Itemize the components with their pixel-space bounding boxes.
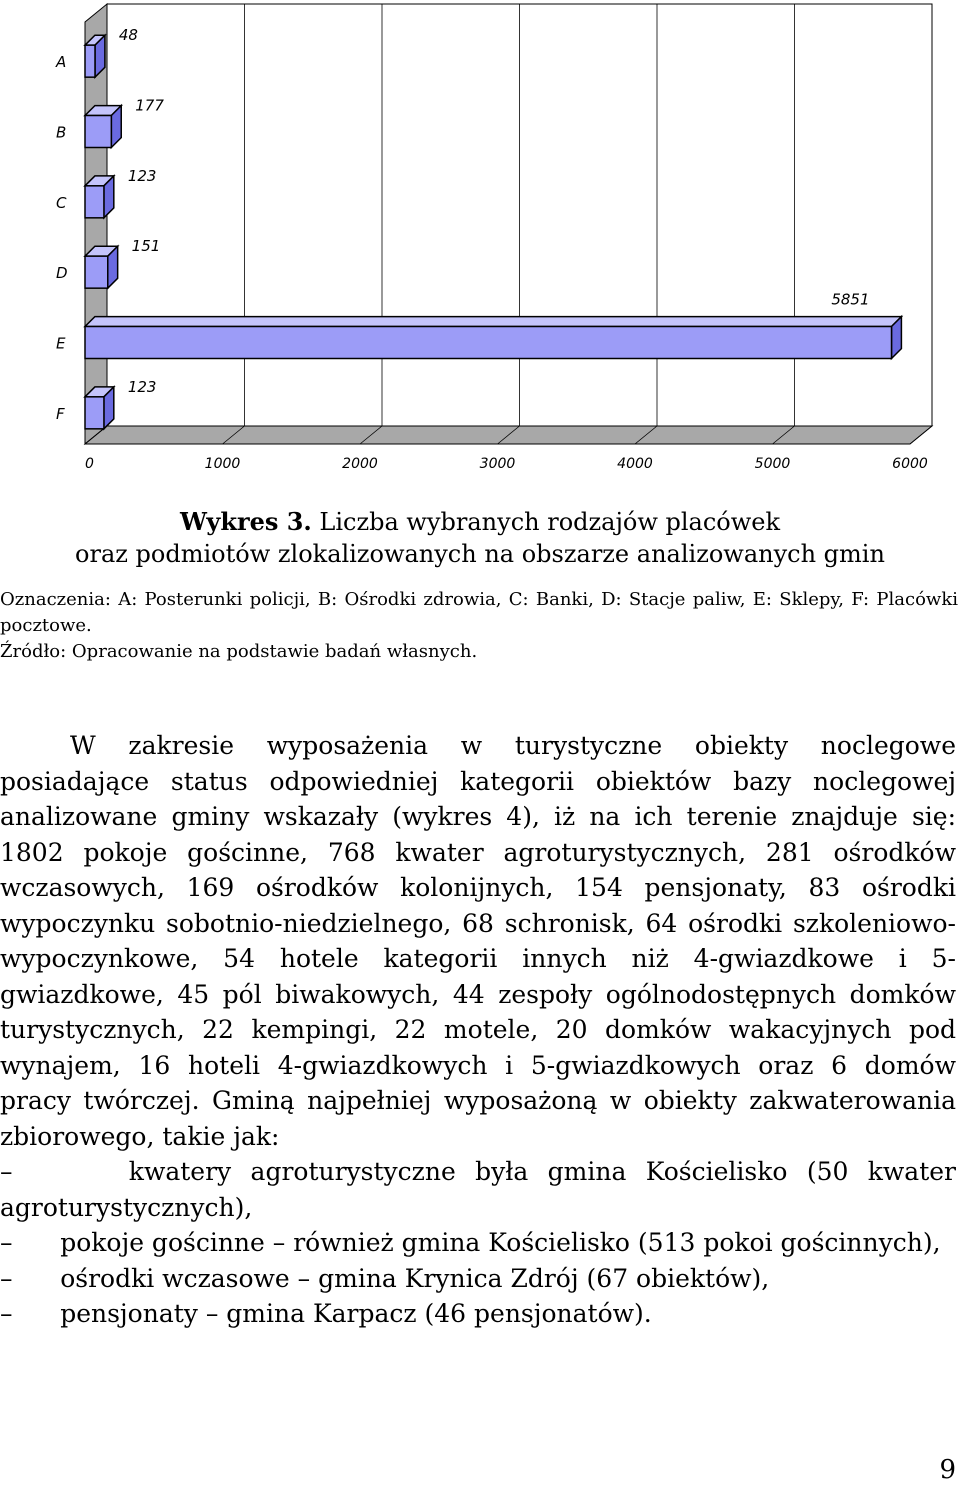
figure-caption-line-2	[0, 538, 960, 570]
bar-chart	[0, 0, 960, 480]
bar-front	[85, 256, 108, 288]
category-label: F	[56, 404, 65, 423]
bar-front	[85, 116, 111, 148]
figure-caption-title-2: oraz podmiotów zlokalizowanych na obszarze analizowanych gmin	[75, 540, 885, 568]
bar	[85, 176, 114, 218]
tick-label: 5000	[754, 456, 791, 472]
bar-top	[85, 317, 901, 327]
source-note: Źródło: Opracowanie na podstawie badań własnych.	[0, 641, 478, 662]
bar	[85, 387, 114, 429]
bullet-text-1: kwatery agroturystyczne była gmina Kościelisko (50 kwater agroturystycznych),	[0, 1157, 957, 1222]
bar	[85, 317, 901, 359]
bullet-dash: –	[0, 1157, 13, 1186]
bullet-item	[0, 1261, 956, 1297]
bar	[85, 35, 105, 77]
value-label: 151	[131, 237, 161, 256]
bullet-dash: –	[0, 1299, 13, 1328]
bar-front	[85, 186, 104, 218]
bullet-dash: –	[0, 1263, 13, 1293]
chart-background	[85, 4, 932, 444]
tick-label: 4000	[617, 456, 653, 472]
figure-notes	[0, 587, 958, 665]
bullet-text-2: pokoje gościnne – również gmina Kościelisko (513 pokoi gościnnych),	[60, 1228, 941, 1257]
main-paragraph: W zakresie wyposażenia w turystyczne obiekty noclegowe posiadające status odpowiedniej kategorii obiektów bazy noclegowej analizowane gminy wskazały (wykres 4), iż na ich terenie znajduje się: 1802 pokoje gościnne, 768 kwater agroturystycznych, 281 ośrodków wczasowych, 169 ośrodków kolonijnych, 154 pensjonaty, 83 ośrodki wypoczynku sobotnio-niedzielnego, 68 schronisk, 64 ośrodki szkoleniowo-wypoczynkowe, 54 hotele kategorii innych niż 4-gwiazdkowe i 5-gwiazdkowe, 45 pól biwakowych, 44 zespoły ogólnodostępnych domków turystycznych, 22 kempingi, 22 motele, 20 domków wakacyjnych pod wynajem, 16 hoteli 4-gwiazdkowych i 5-gwiazdkowych oraz 6 domów pracy twórczej. Gminą najpełniej wyposażoną w obiekty zakwaterowania zbiorowego, takie jak:	[0, 731, 956, 1151]
bullet-item	[0, 1225, 956, 1261]
value-label: 177	[135, 96, 164, 115]
bullet-text-3: ośrodki wczasowe – gmina Krynica Zdrój (67 obiektów),	[60, 1263, 770, 1293]
bar-front	[85, 397, 104, 429]
bar-front	[85, 45, 95, 77]
category-label: E	[56, 334, 66, 353]
legend-notes: Oznaczenia: A: Posterunki policji, B: Ośrodki zdrowia, C: Banki, D: Stacje paliw, E: Sklepy, F: Placówki pocztowe.	[0, 589, 958, 636]
value-label: 48	[118, 26, 138, 45]
value-label: 123	[127, 377, 157, 396]
bar	[85, 106, 121, 148]
tick-label: 0	[85, 456, 94, 472]
bullet-text-4: pensjonaty – gmina Karpacz (46 pensjonatów).	[60, 1299, 652, 1328]
tick-label: 1000	[204, 456, 241, 472]
bar	[85, 246, 118, 288]
bullet-item	[0, 1296, 956, 1332]
category-label: A	[56, 53, 67, 72]
tick-label: 6000	[892, 456, 928, 472]
tick-label: 2000	[342, 456, 378, 472]
value-label: 5851	[831, 290, 870, 309]
page-number: 9	[939, 1455, 956, 1485]
bar-front	[85, 327, 892, 359]
category-label: C	[56, 193, 67, 212]
category-label: D	[56, 264, 68, 283]
category-label: B	[56, 123, 67, 142]
tick-label: 3000	[479, 456, 516, 472]
bullet-dash: –	[0, 1228, 13, 1257]
figure-caption-title-1: Liczba wybranych rodzajów placówek	[311, 508, 781, 536]
figure-caption	[0, 506, 960, 538]
figure-caption-label: Wykres 3.	[179, 507, 312, 536]
value-label: 123	[127, 166, 157, 185]
bullet-item	[0, 1154, 956, 1225]
body-text	[0, 728, 956, 1332]
